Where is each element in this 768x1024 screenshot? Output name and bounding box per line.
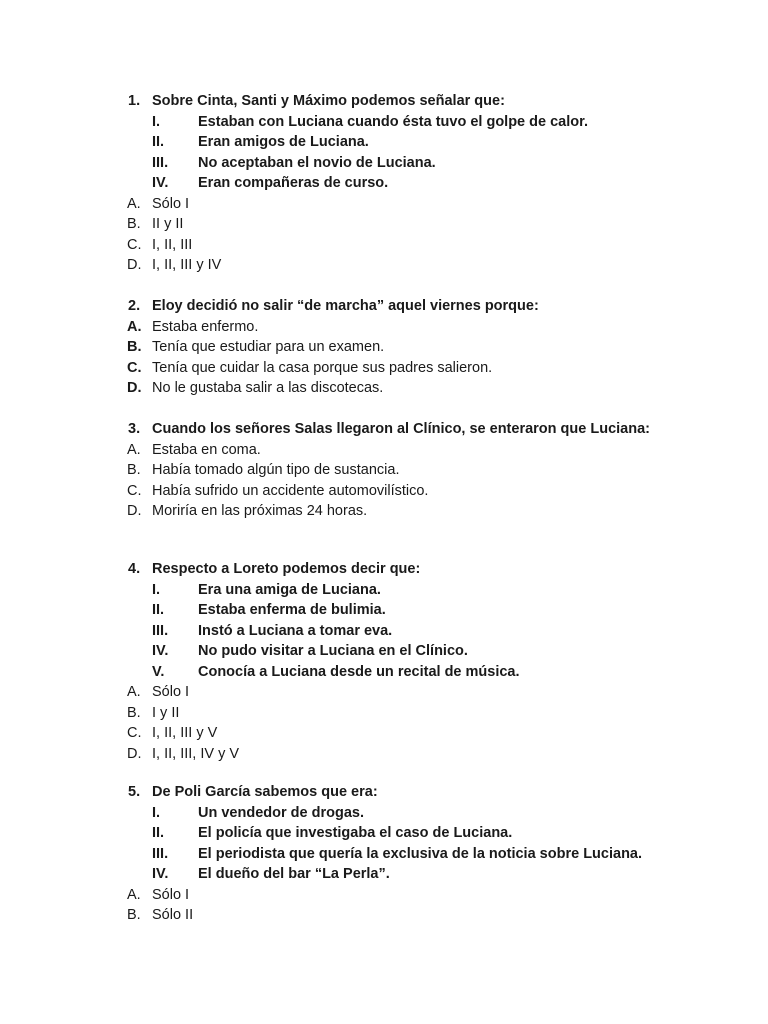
question-number: 5. xyxy=(128,784,141,800)
statement-item xyxy=(128,803,661,824)
statement-item xyxy=(128,844,661,865)
answer-options xyxy=(128,682,661,764)
statement-item xyxy=(128,153,661,174)
option-text: Tenía que cuidar la casa porque sus padres salieron. xyxy=(152,359,493,376)
answer-options xyxy=(128,885,661,926)
question-3 xyxy=(128,419,661,522)
option-text: I y II xyxy=(152,704,180,721)
question-text: Respecto a Loreto podemos decir que: xyxy=(152,561,421,577)
option-letter: B. xyxy=(127,216,141,232)
question-1 xyxy=(128,91,661,276)
question-text: Cuando los señores Salas llegaron al Clínico, se enteraron que Luciana: xyxy=(152,421,650,437)
option-text: Sólo I xyxy=(152,886,190,903)
statement-numeral: I. xyxy=(152,804,161,821)
answer-option xyxy=(127,460,661,481)
statement-item xyxy=(128,662,661,683)
option-letter: A. xyxy=(127,195,141,212)
statement-numeral: IV. xyxy=(152,643,169,659)
option-letter: C. xyxy=(127,236,142,253)
answer-options xyxy=(128,194,661,276)
question-number: 2. xyxy=(128,298,141,314)
question-text: Sobre Cinta, Santi y Máximo podemos señalar que: xyxy=(152,93,505,109)
option-letter: C. xyxy=(127,482,142,499)
option-letter: D. xyxy=(127,257,142,273)
option-letter: B. xyxy=(127,704,141,721)
statement-item xyxy=(128,864,661,885)
answer-option xyxy=(127,682,661,703)
statement-numeral: III. xyxy=(152,845,169,862)
question-number: 1. xyxy=(128,93,141,109)
answer-option xyxy=(127,255,661,276)
statement-text: Instó a Luciana a tomar eva. xyxy=(198,622,393,639)
option-letter: B. xyxy=(127,462,141,478)
option-text: Estaba enfermo. xyxy=(152,318,259,335)
option-letter: D. xyxy=(127,380,142,396)
statement-list xyxy=(128,112,661,194)
option-letter: A. xyxy=(127,886,141,903)
answer-option xyxy=(127,885,661,906)
option-letter: B. xyxy=(127,907,141,923)
option-text: I, II, III y IV xyxy=(152,257,222,273)
statement-item xyxy=(128,580,661,601)
statement-item xyxy=(128,621,661,642)
option-text: II y II xyxy=(152,216,184,232)
question-2 xyxy=(128,296,661,399)
answer-option xyxy=(127,744,661,765)
statement-item xyxy=(128,132,661,153)
option-text: Sólo II xyxy=(152,907,194,923)
option-letter: C. xyxy=(127,359,142,376)
answer-option xyxy=(127,481,661,502)
option-letter: B. xyxy=(127,339,142,355)
answer-option xyxy=(127,501,661,522)
statement-text: Eran amigos de Luciana. xyxy=(198,134,369,150)
question-stem xyxy=(128,91,661,112)
answer-option xyxy=(127,703,661,724)
statement-numeral: IV. xyxy=(152,175,169,191)
option-letter: A. xyxy=(127,684,141,700)
option-letter: D. xyxy=(127,503,142,519)
statement-text: No pudo visitar a Luciana en el Clínico. xyxy=(198,643,468,659)
answer-option xyxy=(127,337,661,358)
option-text: No le gustaba salir a las discotecas. xyxy=(152,380,384,396)
statement-text: Eran compañeras de curso. xyxy=(198,175,389,191)
statement-numeral: II. xyxy=(152,825,165,841)
option-text: Tenía que estudiar para un examen. xyxy=(152,339,385,355)
statement-numeral: III. xyxy=(152,622,169,639)
question-text: De Poli García sabemos que era: xyxy=(152,784,378,800)
statement-numeral: II. xyxy=(152,602,165,618)
option-letter: D. xyxy=(127,745,142,762)
statement-list xyxy=(128,580,661,683)
statement-text: Conocía a Luciana desde un recital de música. xyxy=(198,663,520,680)
answer-option xyxy=(127,214,661,235)
question-text: Eloy decidió no salir “de marcha” aquel viernes porque: xyxy=(152,298,539,314)
question-4 xyxy=(128,559,661,764)
statement-item xyxy=(128,173,661,194)
question-stem xyxy=(128,419,661,440)
statement-text: No aceptaban el novio de Luciana. xyxy=(198,154,436,171)
answer-option xyxy=(127,905,661,926)
statement-numeral: V. xyxy=(152,663,165,680)
answer-option xyxy=(127,358,661,379)
option-text: Sólo I xyxy=(152,684,190,700)
answer-options xyxy=(128,317,661,399)
option-letter: C. xyxy=(127,725,142,741)
question-number: 3. xyxy=(128,421,141,437)
statement-text: Estaban con Luciana cuando ésta tuvo el golpe de calor. xyxy=(198,113,588,130)
question-stem xyxy=(128,296,661,317)
answer-option xyxy=(127,723,661,744)
question-stem xyxy=(128,559,661,580)
option-text: Sólo I xyxy=(152,195,190,212)
statement-text: Era una amiga de Luciana. xyxy=(198,581,381,598)
statement-item xyxy=(128,823,661,844)
answer-option xyxy=(127,194,661,215)
answer-option xyxy=(127,378,661,399)
statement-text: El periodista que quería la exclusiva de la noticia sobre Luciana. xyxy=(198,845,643,862)
option-letter: A. xyxy=(127,441,141,458)
option-text: Moriría en las próximas 24 horas. xyxy=(152,503,368,519)
answer-option xyxy=(127,235,661,256)
answer-options xyxy=(128,440,661,522)
statement-text: Estaba enferma de bulimia. xyxy=(198,602,386,618)
option-text: Estaba en coma. xyxy=(152,441,261,458)
option-letter: A. xyxy=(127,318,142,335)
answer-option xyxy=(127,317,661,338)
option-text: I, II, III xyxy=(152,236,193,253)
option-text: I, II, III, IV y V xyxy=(152,745,240,762)
option-text: Había tomado algún tipo de sustancia. xyxy=(152,462,400,478)
statement-text: El policía que investigaba el caso de Luciana. xyxy=(198,825,513,841)
statement-item xyxy=(128,600,661,621)
statement-text: Un vendedor de drogas. xyxy=(198,804,364,821)
statement-numeral: I. xyxy=(152,581,161,598)
question-5 xyxy=(128,782,661,926)
statement-text: El dueño del bar “La Perla”. xyxy=(198,866,390,882)
statement-numeral: II. xyxy=(152,134,165,150)
statement-item xyxy=(128,641,661,662)
option-text: I, II, III y V xyxy=(152,725,218,741)
answer-option xyxy=(127,440,661,461)
statement-item xyxy=(128,112,661,133)
statement-list xyxy=(128,803,661,885)
statement-numeral: IV. xyxy=(152,866,169,882)
question-stem xyxy=(128,782,661,803)
option-text: Había sufrido un accidente automovilístico. xyxy=(152,482,429,499)
statement-numeral: I. xyxy=(152,113,161,130)
question-number: 4. xyxy=(128,561,141,577)
statement-numeral: III. xyxy=(152,154,169,171)
